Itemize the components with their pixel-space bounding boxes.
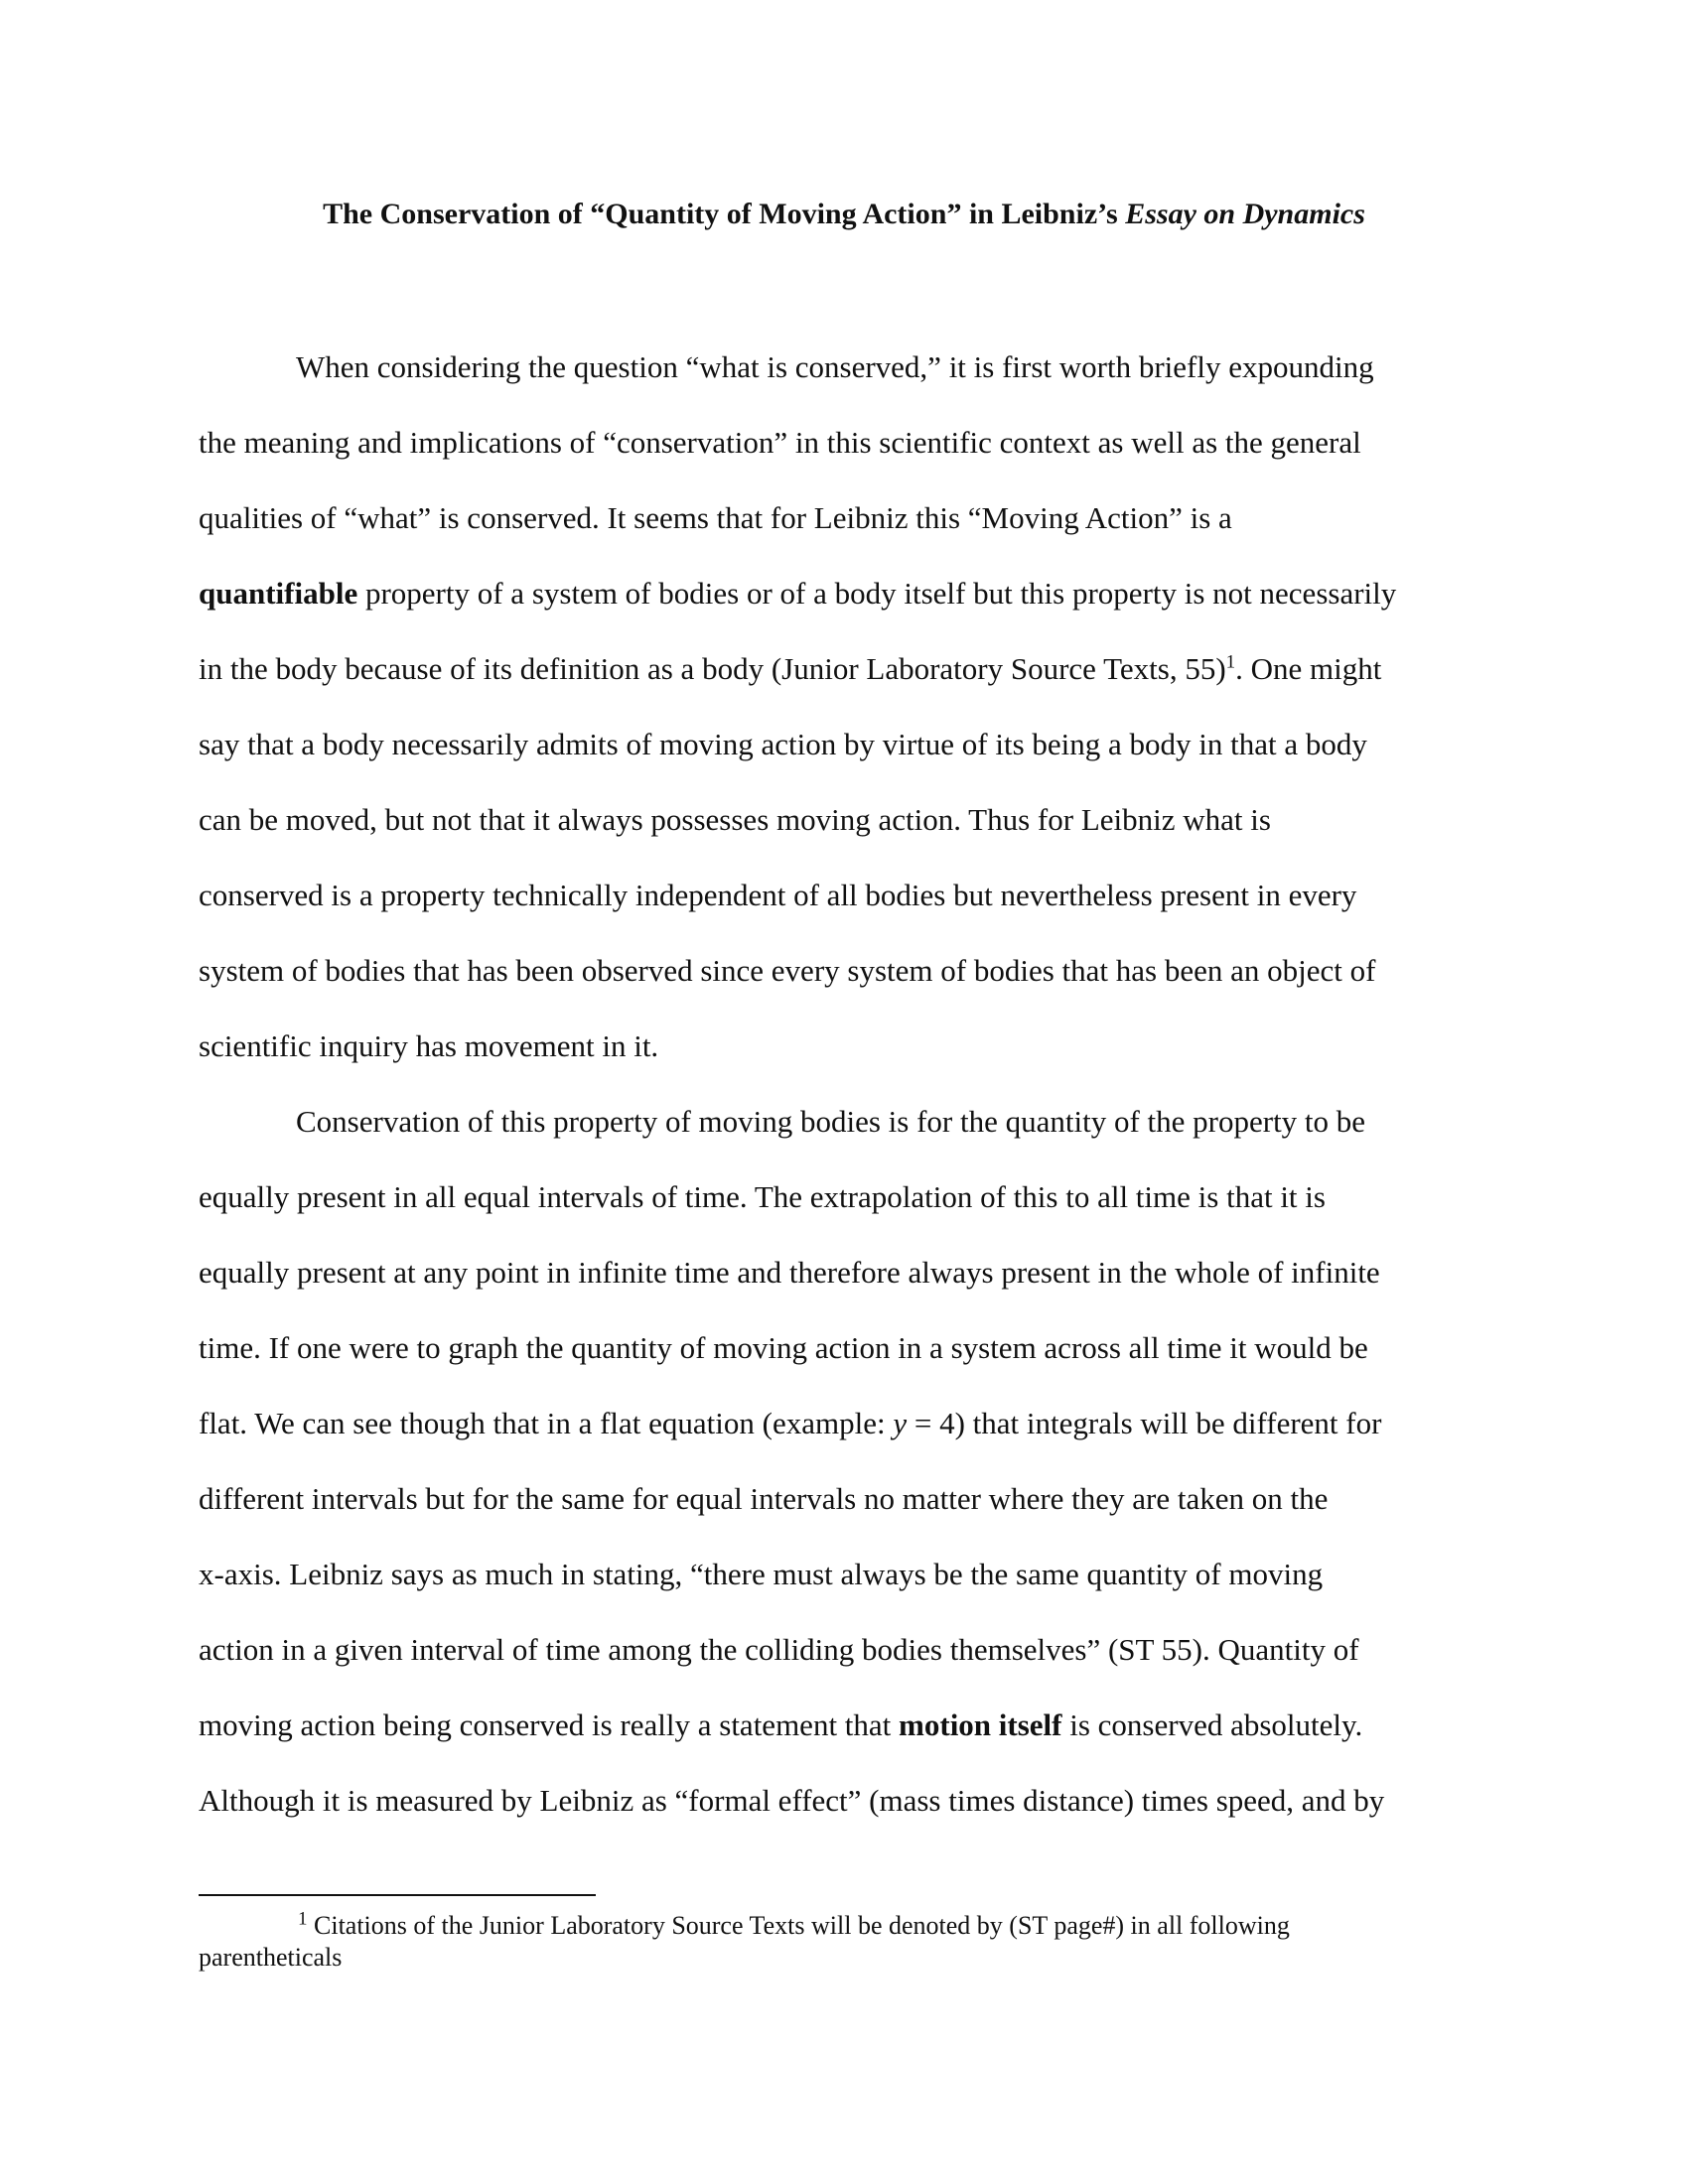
line-text: = 4) that integrals will be different for <box>907 1406 1382 1440</box>
footnote-marker: 1 <box>298 1908 308 1930</box>
emphasis-motion-itself: motion itself <box>899 1707 1062 1742</box>
paragraph-2-line-9 <box>199 1706 1489 1745</box>
paragraph-2-line-8: action in a given interval of time among the colliding bodies themselves” (ST 55). Quantity of <box>199 1632 1359 1667</box>
paragraph-1-line-6: say that a body necessarily admits of moving action by virtue of its being a body in that a body <box>199 727 1367 761</box>
paragraph-2-line-5 <box>199 1404 1489 1443</box>
paragraph-1-line-7: can be moved, but not that it always possesses moving action. Thus for Leibniz what is <box>199 802 1271 837</box>
paragraph-1-line-1: When considering the question “what is conserved,” it is first worth briefly expounding <box>296 349 1374 384</box>
page-title <box>0 195 1688 234</box>
paragraph-1-line-2: the meaning and implications of “conservation” in this scientific context as well as the general <box>199 425 1361 460</box>
title-italic-work: Essay on Dynamics <box>1125 198 1365 230</box>
line-text: . One might <box>1235 651 1382 686</box>
paragraph-2-line-3: equally present at any point in infinite time and therefore always present in the whole of infinite <box>199 1255 1380 1290</box>
footnote-line-2: parentheticals <box>199 1943 343 1972</box>
paragraph-1-line-10: scientific inquiry has movement in it. <box>199 1028 659 1063</box>
paragraph-2-line-2: equally present in all equal intervals of time. The extrapolation of this to all time is that it is <box>199 1179 1326 1214</box>
paragraph-2-line-1: Conservation of this property of moving bodies is for the quantity of the property to be <box>296 1104 1366 1139</box>
equation-variable: y <box>893 1406 908 1440</box>
footnote-reference[interactable]: 1 <box>1225 651 1236 673</box>
paragraph-2-line-10: Although it is measured by Leibniz as “formal effect” (mass times distance) times speed, and by <box>199 1783 1385 1818</box>
footnote-text: Citations of the Junior Laboratory Source Texts will be denoted by (ST page#) in all following <box>307 1911 1290 1940</box>
line-text: flat. We can see though that in a flat equation (example: <box>199 1406 894 1440</box>
paragraph-1-line-4 <box>199 574 1489 614</box>
paragraph-2-line-4: time. If one were to graph the quantity of moving action in a system across all time it would be <box>199 1330 1368 1365</box>
footnote-line-1 <box>298 1910 1290 1942</box>
footnote-separator <box>199 1894 596 1896</box>
emphasis-quantifiable: quantifiable <box>199 576 358 611</box>
paragraph-2-line-6: different intervals but for the same for equal intervals no matter where they are taken on the <box>199 1481 1329 1516</box>
line-text: in the body because of its definition as a body (Junior Laboratory Source Texts, 55) <box>199 651 1226 686</box>
line-text: is conserved absolutely. <box>1061 1707 1363 1742</box>
paragraph-2-line-7: x-axis. Leibniz says as much in stating, “there must always be the same quantity of moving <box>199 1557 1324 1591</box>
title-text: The Conservation of “Quantity of Moving Action” in Leibniz’s <box>323 198 1126 230</box>
paragraph-1-line-8: conserved is a property technically independent of all bodies but nevertheless present in every <box>199 878 1357 912</box>
paragraph-1-line-9: system of bodies that has been observed since every system of bodies that has been an object of <box>199 953 1376 988</box>
line-text: property of a system of bodies or of a body itself but this property is not necessarily <box>357 576 1397 611</box>
paragraph-1-line-3: qualities of “what” is conserved. It seems that for Leibniz this “Moving Action” is a <box>199 500 1232 535</box>
paragraph-1-line-5 <box>199 649 1489 689</box>
line-text: moving action being conserved is really a statement that <box>199 1707 900 1742</box>
